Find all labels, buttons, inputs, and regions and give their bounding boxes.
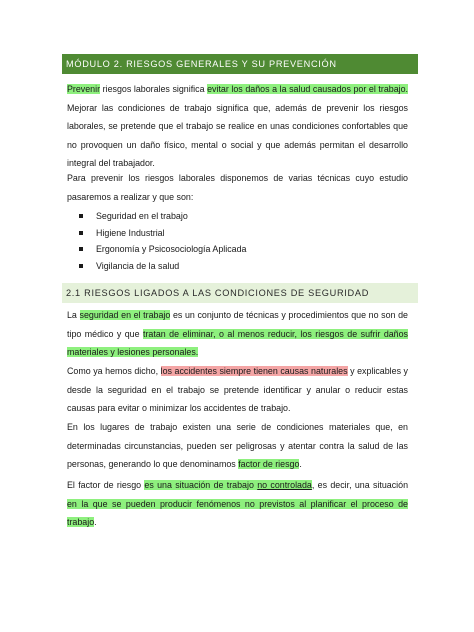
highlight-tratan: tratan de eliminar, o al menos reducir, los riesgos de sufrir daños materiales y lesiones personales. [67, 328, 408, 357]
list-item: Vigilancia de la salud [67, 258, 246, 275]
paragraph-lugares: En los lugares de trabajo existen una serie de condiciones materiales que, en determinadas circunstancias, pueden ser peligrosas y atentar contra la salud de las personas, generando lo que denominamos factor de riesgo. [67, 422, 408, 469]
bullet-icon [79, 264, 83, 268]
techniques-list [67, 208, 246, 274]
text: riesgos laborales significa [100, 84, 208, 94]
highlight-factor: factor de riesgo [238, 459, 300, 469]
paragraph-tecnicas: Para prevenir los riesgos laborales disponemos de varias técnicas cuyo estudio pasaremos a realizar y que son: [67, 173, 408, 202]
highlight-evitar: evitar los daños a la salud causados por el trabajo. [207, 84, 408, 94]
paragraph-factor: El factor de riesgo es una situación de trabajo no controlada, es decir, una situación en la que se pueden producir fenómenos no previstos al planificar el proceso de trabajo. [67, 480, 409, 527]
list-item: Seguridad en el trabajo [67, 208, 246, 225]
highlight-accidentes: los accidentes siempre tienen causas naturales [160, 366, 348, 376]
highlight-seguridad: seguridad en el trabajo [79, 310, 171, 320]
list-item: Ergonomía y Psicosociología Aplicada [67, 241, 246, 258]
highlight-prevenir: Prevenir [67, 84, 101, 94]
bullet-icon [79, 231, 83, 235]
paragraph-accidentes: Como ya hemos dicho, los accidentes siempre tienen causas naturales y explicables y desde la seguridad en el trabajo se pretende identificar y anular o reducir estas causas para evitar o minimizar los accidentes de trabajo. [67, 366, 408, 413]
text: Mejorar las condiciones de trabajo significa que, además de prevenir los riesgos laborales, se pretende que el trabajo se realice en unas condiciones confortables que no provoquen un daño físico, mental o social y que además permitan el desarrollo integral del trabajador. [67, 102, 408, 168]
highlight-en-la-que: en la que se pueden producir fenómenos no previstos al planificar el proceso de trabajo [67, 498, 408, 527]
bullet-icon [79, 247, 83, 251]
highlight-situacion: es una situación de trabajo no controlada [144, 480, 312, 490]
module-heading: MÓDULO 2. RIESGOS GENERALES Y SU PREVENCIÓN [62, 54, 418, 74]
section-heading: 2.1 RIESGOS LIGADOS A LAS CONDICIONES DE SEGURIDAD [62, 283, 418, 303]
list-item: Higiene Industrial [67, 225, 246, 242]
paragraph-seguridad: La seguridad en el trabajo es un conjunto de técnicas y procedimientos que no son de tipo médico y que tratan de eliminar, o al menos reducir, los riesgos de sufrir daños materiales y lesiones personales. [67, 310, 408, 357]
bullet-icon [79, 214, 83, 218]
paragraph-prevenir [67, 80, 408, 173]
